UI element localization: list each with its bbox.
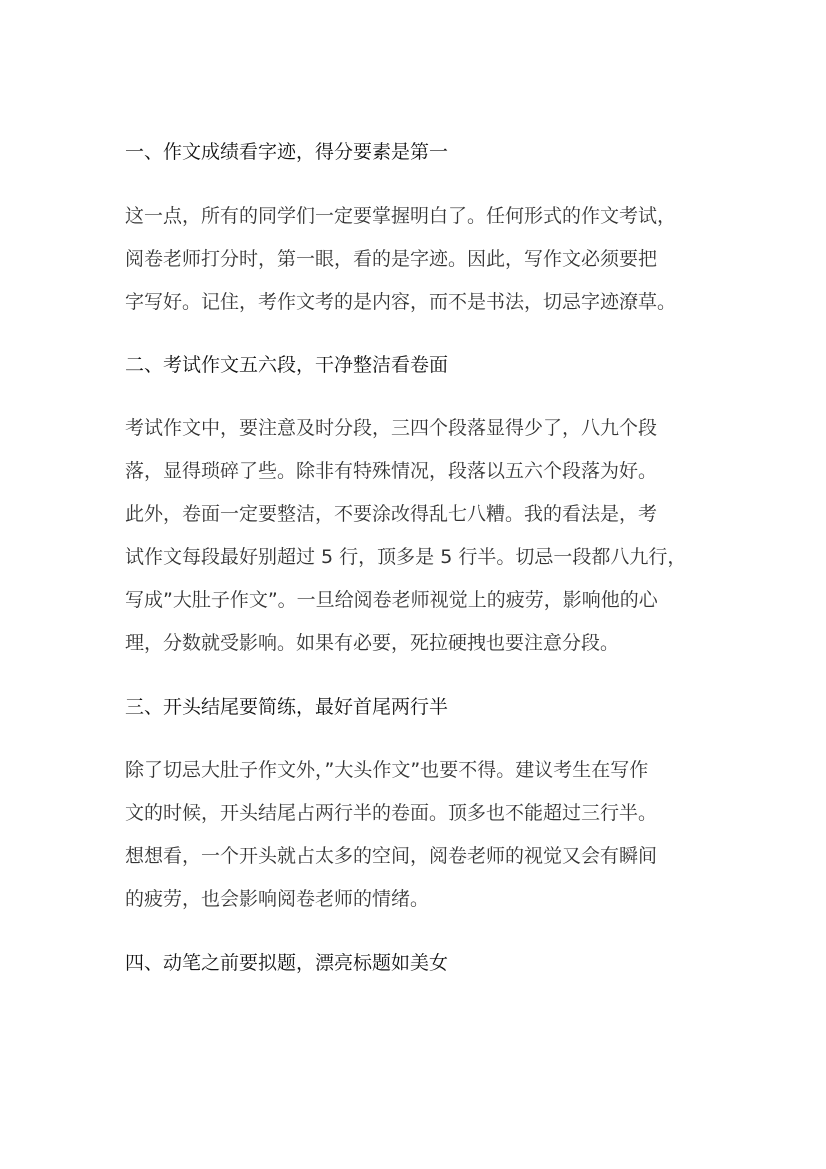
- paragraph-line: 考试作文中，要注意及时分段，三四个段落显得少了，八九个段: [125, 417, 658, 439]
- section-heading-3: 三、开头结尾要简练，最好首尾两行半: [125, 696, 449, 718]
- paragraph-line: 此外，卷面一定要整洁，不要涂改得乱七八糟。我的看法是，考: [125, 503, 658, 525]
- paragraph-line: 文的时候，开头结尾占两行半的卷面。顶多也不能超过三行半。: [125, 802, 658, 824]
- paragraph-line: 除了切忌大肚子作文外，”大头作文”也要不得。建议考生在写作: [125, 759, 649, 781]
- section-heading-2: 二、考试作文五六段，干净整洁看卷面: [125, 354, 449, 376]
- paragraph-line: 字写好。记住，考作文考的是内容，而不是书法，切忌字迹潦草。: [125, 291, 677, 313]
- paragraph-line: 试作文每段最好别超过 5 行，顶多是 5 行半。切忌一段都八九行，: [125, 546, 687, 568]
- paragraph-line: 这一点，所有的同学们一定要掌握明白了。任何形式的作文考试，: [125, 205, 677, 227]
- paragraph-line: 落，显得琐碎了些。除非有特殊情况，段落以五六个段落为好。: [125, 460, 658, 482]
- paragraph-line: 阅卷老师打分时，第一眼，看的是字迹。因此，写作文必须要把: [125, 248, 658, 270]
- paragraph-line: 理，分数就受影响。如果有必要，死拉硬拽也要注意分段。: [125, 632, 620, 654]
- section-heading-4: 四、动笔之前要拟题，漂亮标题如美女: [125, 952, 449, 974]
- paragraph-line: 写成”大肚子作文”。一旦给阅卷老师视觉上的疲劳，影响他的心: [125, 589, 658, 611]
- paragraph-line: 的疲劳，也会影响阅卷老师的情绪。: [125, 888, 430, 910]
- section-heading-1: 一、作文成绩看字迹，得分要素是第一: [125, 141, 449, 163]
- paragraph-line: 想想看，一个开头就占太多的空间，阅卷老师的视觉又会有瞬间: [125, 845, 658, 867]
